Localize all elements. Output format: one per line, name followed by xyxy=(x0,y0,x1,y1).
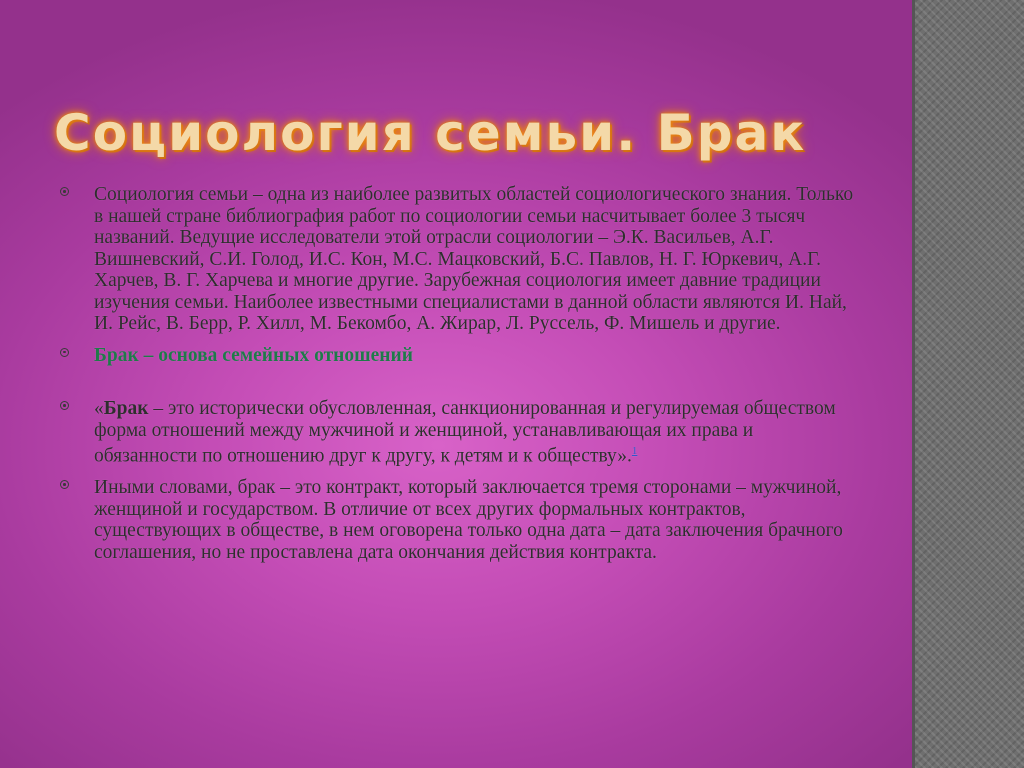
ring-bullet-icon xyxy=(60,480,69,489)
slide-content xyxy=(60,184,860,563)
open-quote: « xyxy=(94,398,104,419)
footnote-link[interactable]: 1 xyxy=(631,445,638,457)
bullet-sociology-of-family xyxy=(60,184,860,335)
slide-title: Социология семьи. Брак xyxy=(54,104,807,162)
bullet-text: Социология семьи – одна из наиболее развитых областей социологического знания. Только в нашей стране библиография работ по социологии семьи насчитывает более 3 тысяч названий. Ведущие исследователи этой отрасли социологии – Э.К. Васильев, А.Г. Вишневский, С.И. Голод, И.С. Кон, М.С. Мацковский, Б.С. Павлов, Н. Г. Юркевич, А.Г. Харчев, В. Г. Харчева и многие другие. Зарубежная социология имеет давние традиции изучения семьи. Наиболее известными специалистами в данной области являются И. Най, И. Рейс, В. Берр, Р. Хилл, М. Бекомбо, А. Жирар, Л. Руссель, Ф. Мишель и другие. xyxy=(94,184,854,334)
decorative-side-strip xyxy=(912,0,1024,768)
bullet-text: – это исторически обусловленная, санкционированная и регулируемая обществом форма отношений между мужчиной и женщиной, устанавливающая их права и обязанности по отношению друг к другу, к детям и к обществу». xyxy=(94,398,836,467)
ring-bullet-icon xyxy=(60,187,69,196)
ring-bullet-icon xyxy=(60,348,69,357)
bullet-marriage-definition xyxy=(60,398,860,467)
bullet-marriage-heading xyxy=(60,345,860,367)
bullet-text: Брак – основа семейных отношений xyxy=(94,344,413,366)
bold-term: Брак xyxy=(103,398,149,419)
ring-bullet-icon xyxy=(60,401,69,410)
bullet-text: Иными словами, брак – это контракт, который заключается тремя сторонами – мужчиной, женщиной и государством. В отличие от всех других формальных контрактов, существующих в обществе, в нем оговорена только одна дата – дата заключения брачного соглашения, но не проставлена дата окончания действия контракта. xyxy=(94,477,843,563)
bullet-marriage-contract xyxy=(60,477,860,563)
